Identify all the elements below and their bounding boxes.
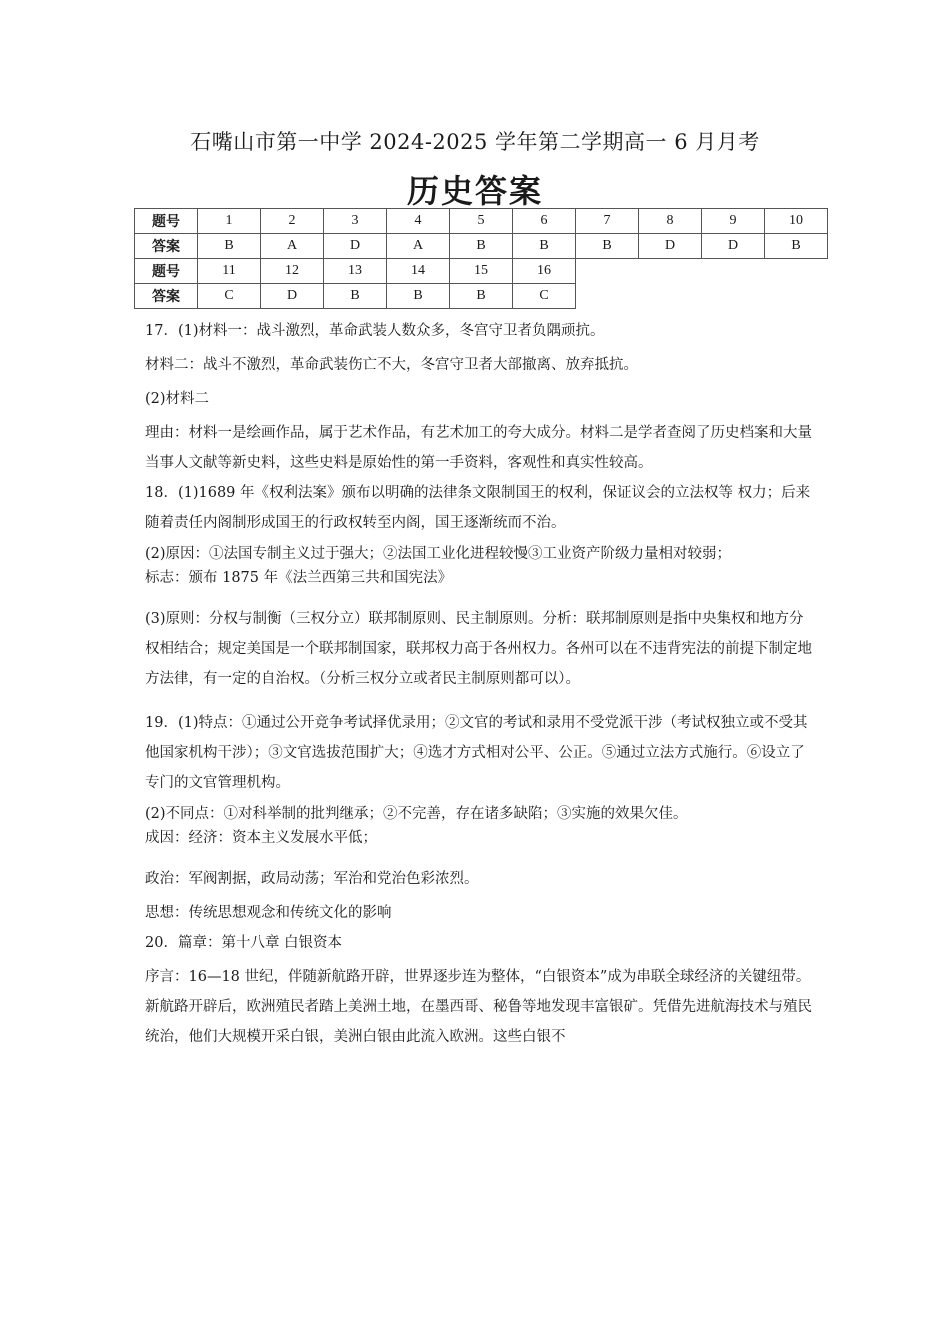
document-subtitle: 历史答案 bbox=[406, 172, 543, 210]
q17-part2: (2)材料二 bbox=[145, 391, 210, 407]
table-cell: 2 bbox=[261, 209, 324, 234]
table-empty-cell bbox=[639, 259, 702, 284]
table-cell: A bbox=[387, 234, 450, 259]
table-cell: 15 bbox=[450, 259, 513, 284]
table-cell: 11 bbox=[198, 259, 261, 284]
table-cell: 13 bbox=[324, 259, 387, 284]
q17-part1: 17．(1)材料一：战斗激烈，革命武装人数众多，冬宫守卫者负隅顽抗。 bbox=[145, 323, 605, 339]
table-cell: B bbox=[387, 284, 450, 309]
q17-reason: 理由：材料一是绘画作品，属于艺术作品，有艺术加工的夸大成分。材料二是学者查阅了历史档案和大量当事人文献等新史料，这些史料是原始性的第一手资料，客观性和真实性较高。 bbox=[145, 425, 812, 471]
table-cell: 16 bbox=[513, 259, 576, 284]
table-cell: B bbox=[450, 234, 513, 259]
document-title: 石嘴山市第一中学 2024-2025 学年第二学期高一 6 月月考 bbox=[190, 130, 760, 154]
table-empty-cell bbox=[576, 284, 639, 309]
table-empty-cell bbox=[576, 259, 639, 284]
table-cell: 10 bbox=[765, 209, 828, 234]
q20-preface: 序言：16—18 世纪，伴随新航路开辟，世界逐步连为整体，“白银资本”成为串联全球经济的关键纽带。新航路开辟后，欧洲殖民者踏上美洲土地，在墨西哥、秘鲁等地发现丰富银矿。凭借先进航海技术与殖民统治，他们大规模开采白银，美洲白银由此流入欧洲。这些白银不 bbox=[145, 969, 812, 1045]
q18-part2-sign: 标志：颁布 1875 年《法兰西第三共和国宪法》 bbox=[145, 570, 453, 586]
table-cell: B bbox=[450, 284, 513, 309]
table-cell: 9 bbox=[702, 209, 765, 234]
q19-part2-thought: 思想：传统思想观念和传统文化的影响 bbox=[145, 905, 392, 921]
table-cell: D bbox=[324, 234, 387, 259]
q17-part1-material2: 材料二：战斗不激烈，革命武装伤亡不大，冬宫守卫者大部撤离、放弃抵抗。 bbox=[145, 357, 638, 373]
table-cell: 3 bbox=[324, 209, 387, 234]
table-row-answers-2 bbox=[135, 284, 828, 309]
q19-part1: 19．(1)特点：①通过公开竞争考试择优录用；②文官的考试和录用不受党派干涉（考试权独立或不受其他国家机构干涉）；③文官选拔范围扩大；④选才方式相对公平、公正。⑤通过立法方式施行。⑥设立了专门的文官管理机构。 bbox=[145, 715, 808, 791]
q18-part2: (2)原因：①法国专制主义过于强大；②法国工业化进程较慢③工业资产阶级力量相对较弱； bbox=[145, 546, 732, 562]
table-cell: B bbox=[576, 234, 639, 259]
table-cell: B bbox=[198, 234, 261, 259]
table-header-question: 题号 bbox=[135, 209, 198, 234]
table-cell: 6 bbox=[513, 209, 576, 234]
table-row-numbers-2 bbox=[135, 259, 828, 284]
table-cell: D bbox=[702, 234, 765, 259]
q19-part2-politics: 政治：军阀割据，政局动荡；军治和党治色彩浓烈。 bbox=[145, 871, 479, 887]
q18-part3: (3)原则：分权与制衡（三权分立）联邦制原则、民主制原则。分析：联邦制原则是指中央集权和地方分权相结合；规定美国是一个联邦制国家，联邦权力高于各州权力。各州可以在不违背宪法的前提下制定地方法律，有一定的自治权。（分析三权分立或者民主制原则都可以）。 bbox=[145, 611, 812, 687]
table-cell: D bbox=[639, 234, 702, 259]
table-cell: B bbox=[513, 234, 576, 259]
table-cell: A bbox=[261, 234, 324, 259]
table-row-answers-1 bbox=[135, 234, 828, 259]
table-empty-cell bbox=[765, 259, 828, 284]
table-cell: 7 bbox=[576, 209, 639, 234]
table-header-answer: 答案 bbox=[135, 284, 198, 309]
table-header-answer: 答案 bbox=[135, 234, 198, 259]
q20-chapter: 20．篇章：第十八章 白银资本 bbox=[145, 935, 343, 951]
table-cell: B bbox=[765, 234, 828, 259]
q18-part1: 18．(1)1689 年《权利法案》颁布以明确的法律条文限制国王的权利，保证议会的立法权等 权力；后来随着责任内阁制形成国王的行政权转至内阁，国王逐渐统而不治。 bbox=[145, 485, 811, 531]
table-empty-cell bbox=[639, 284, 702, 309]
table-empty-cell bbox=[765, 284, 828, 309]
table-cell: 14 bbox=[387, 259, 450, 284]
table-cell: D bbox=[261, 284, 324, 309]
q19-part2-economy: 成因：经济：资本主义发展水平低； bbox=[145, 830, 377, 846]
table-row-numbers-1 bbox=[135, 209, 828, 234]
table-empty-cell bbox=[702, 284, 765, 309]
table-header-question: 题号 bbox=[135, 259, 198, 284]
table-cell: 5 bbox=[450, 209, 513, 234]
table-cell: 4 bbox=[387, 209, 450, 234]
q19-part2: (2)不同点：①对科举制的批判继承；②不完善，存在诸多缺陷；③实施的效果欠佳。 bbox=[145, 806, 688, 822]
table-cell: 12 bbox=[261, 259, 324, 284]
table-cell: C bbox=[513, 284, 576, 309]
answer-body bbox=[145, 316, 813, 1052]
table-empty-cell bbox=[702, 259, 765, 284]
table-cell: 1 bbox=[198, 209, 261, 234]
table-cell: C bbox=[198, 284, 261, 309]
table-cell: B bbox=[324, 284, 387, 309]
answer-table bbox=[134, 208, 828, 309]
table-cell: 8 bbox=[639, 209, 702, 234]
